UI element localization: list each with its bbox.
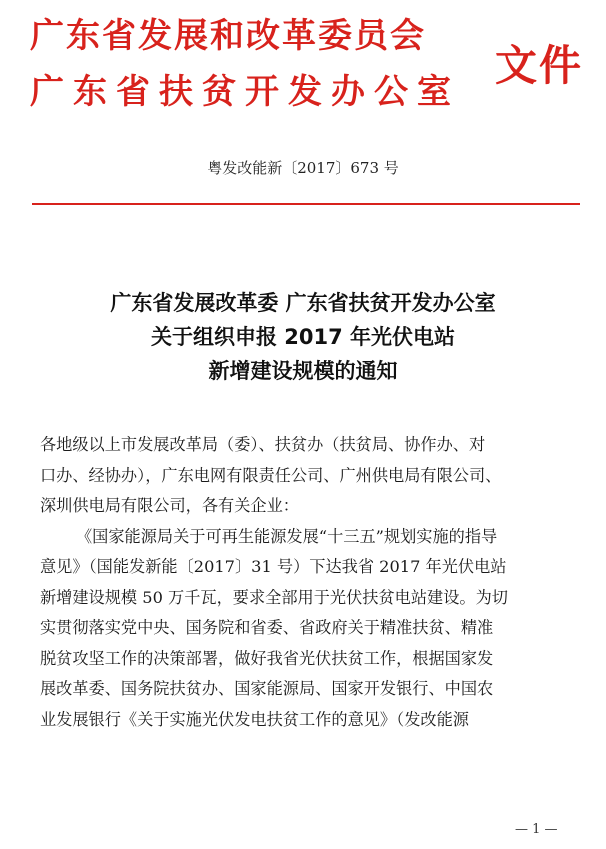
body-line: 《国家能源局关于可再生能源发展“十三五”规划实施的指导 <box>76 526 498 546</box>
body-line: 实贯彻落实党中央、国务院和省委、省政府关于精准扶贫、精准 <box>40 618 494 637</box>
page-number: — 1 — <box>515 822 558 837</box>
document-number: 粤发改能新〔2017〕673 号 <box>207 159 399 177</box>
body-line: 业发展银行《关于实施光伏发电扶贫工作的意见》（发改能源 <box>40 709 469 729</box>
notice-title <box>0 286 606 388</box>
body-line: 各地级以上市发展改革局（委）、扶贫办（扶贫局、协作办、对 <box>40 435 486 454</box>
body-line: 脱贫攻坚工作的决策部署，做好我省光伏扶贫工作，根据国家发 <box>40 648 494 668</box>
document-type-label: 文件 <box>495 41 584 90</box>
issuer-block <box>30 8 460 120</box>
title-line-2: 关于组织申报 2017 年光伏电站 <box>150 325 456 349</box>
title-line-1: 广东省发展改革委 广东省扶贫开发办公室 <box>110 291 496 315</box>
body-line: 深圳供电局有限公司，各有关企业： <box>40 496 299 515</box>
body-line: 口办、经协办），广东电网有限责任公司、广州供电局有限公司、 <box>40 465 502 485</box>
issuer-name-1: 广东省发展和改革委员会 <box>30 16 426 56</box>
red-divider <box>32 203 580 205</box>
body-line: 意见》（国能发新能〔2017〕31 号）下达我省 2017 年光伏电站 <box>40 557 507 576</box>
issuer-name-2: 广东省扶贫开发办公室 <box>30 72 460 112</box>
body-line: 新增建设规模 50 万千瓦，要求全部用于光伏扶贫电站建设。为切 <box>40 587 508 607</box>
body-text <box>40 430 588 735</box>
body-line: 展改革委、国务院扶贫办、国家能源局、国家开发银行、中国农 <box>40 679 494 698</box>
title-line-3: 新增建设规模的通知 <box>208 359 398 383</box>
